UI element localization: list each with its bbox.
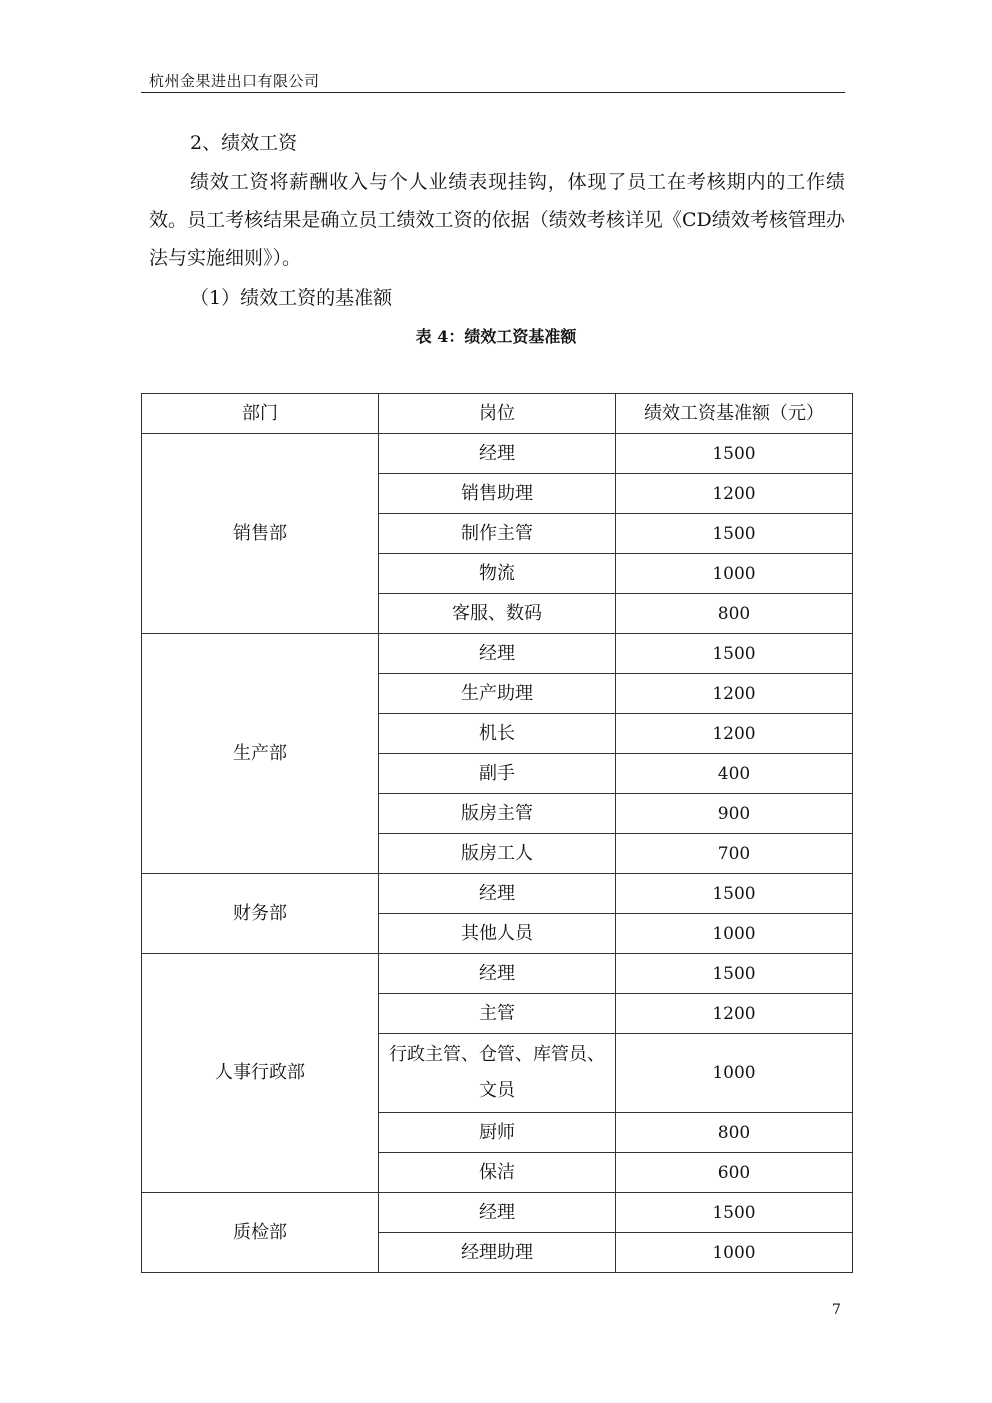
position-cell: 经理 [379,1193,616,1233]
amount-cell: 1000 [616,914,853,954]
amount-cell: 1500 [616,1193,853,1233]
amount-cell: 1200 [616,674,853,714]
position-cell: 制作主管 [379,514,616,554]
position-cell: 主管 [379,994,616,1034]
amount-cell: 1000 [616,1233,853,1273]
department-cell: 销售部 [142,434,379,634]
amount-cell: 600 [616,1153,853,1193]
page-number: 7 [832,1302,841,1318]
amount-cell: 700 [616,834,853,874]
table-row [142,1193,853,1233]
header-divider [141,92,845,93]
amount-cell: 1500 [616,954,853,994]
position-cell: 客服、数码 [379,594,616,634]
table-row [142,434,853,474]
table-row [142,634,853,674]
column-header-position: 岗位 [379,394,616,434]
subsection-heading: （1）绩效工资的基准额 [190,287,393,309]
department-cell: 质检部 [142,1193,379,1273]
position-cell: 保洁 [379,1153,616,1193]
department-cell: 人事行政部 [142,954,379,1193]
amount-cell: 800 [616,594,853,634]
position-cell: 销售助理 [379,474,616,514]
amount-cell: 1500 [616,514,853,554]
position-cell: 行政主管、仓管、库管员、文员 [379,1034,616,1113]
table-header-row [142,394,853,434]
amount-cell: 400 [616,754,853,794]
position-cell: 其他人员 [379,914,616,954]
column-header-amount: 绩效工资基准额（元） [616,394,853,434]
department-cell: 生产部 [142,634,379,874]
body-paragraph: 绩效工资将薪酬收入与个人业绩表现挂钩，体现了员工在考核期内的工作绩效。员工考核结果是确立员工绩效工资的依据（绩效考核详见《CD绩效考核管理办法与实施细则》）。 [149,171,845,269]
position-cell: 经理 [379,954,616,994]
position-cell: 版房工人 [379,834,616,874]
amount-cell: 1200 [616,994,853,1034]
position-cell: 厨师 [379,1113,616,1153]
position-cell: 经理 [379,874,616,914]
position-cell: 物流 [379,554,616,594]
section-heading: 2、绩效工资 [190,132,298,154]
amount-cell: 1200 [616,714,853,754]
position-cell: 经理助理 [379,1233,616,1273]
position-cell: 版房主管 [379,794,616,834]
table-caption: 表 4：绩效工资基准额 [415,327,577,346]
table-row [142,954,853,994]
bonus-baseline-table [141,393,853,1273]
amount-cell: 1000 [616,1034,853,1113]
running-header: 杭州金果进出口有限公司 [149,72,320,90]
amount-cell: 1500 [616,434,853,474]
column-header-department: 部门 [142,394,379,434]
department-cell: 财务部 [142,874,379,954]
position-cell: 副手 [379,754,616,794]
amount-cell: 1500 [616,874,853,914]
position-cell: 经理 [379,634,616,674]
position-cell: 生产助理 [379,674,616,714]
amount-cell: 800 [616,1113,853,1153]
table-row [142,874,853,914]
position-cell: 机长 [379,714,616,754]
position-cell: 经理 [379,434,616,474]
amount-cell: 1000 [616,554,853,594]
amount-cell: 1500 [616,634,853,674]
amount-cell: 900 [616,794,853,834]
amount-cell: 1200 [616,474,853,514]
